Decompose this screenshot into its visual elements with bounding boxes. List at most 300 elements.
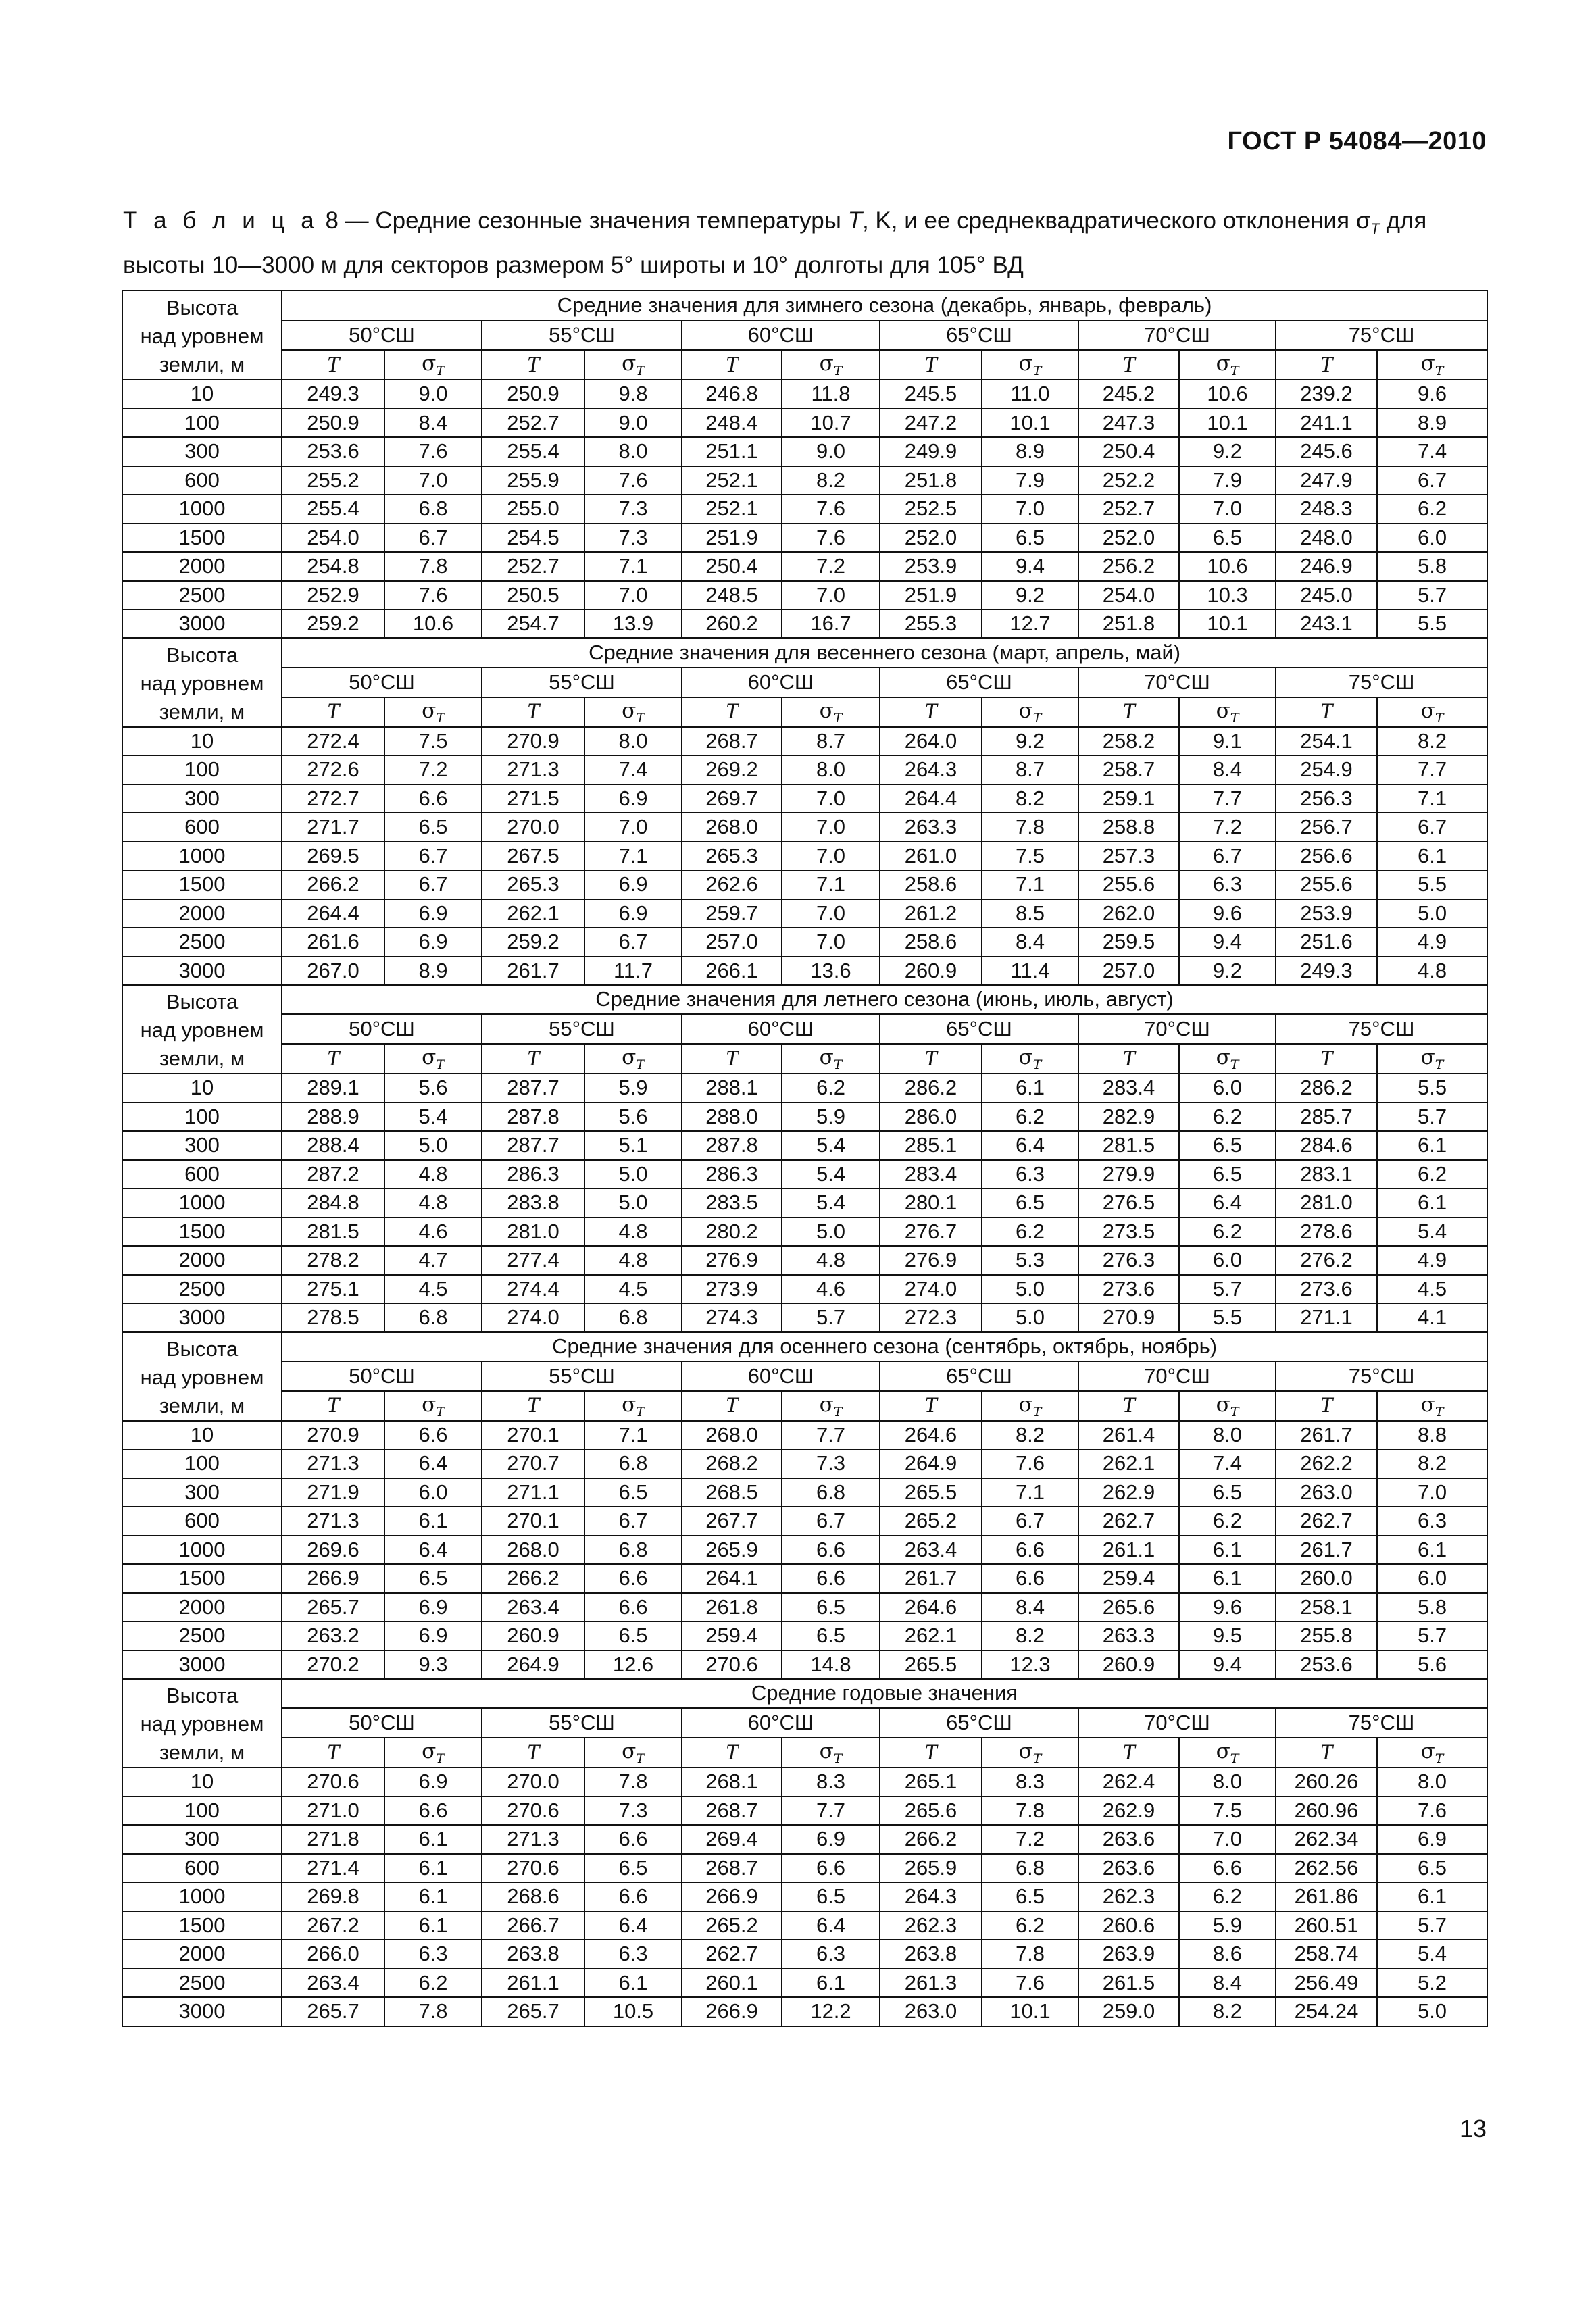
sigma-cell: 6.1	[1377, 1131, 1487, 1160]
sigma-cell: 6.9	[384, 1621, 482, 1651]
sigma-cell: 5.5	[1377, 870, 1487, 899]
temperature-cell: 263.6	[1078, 1854, 1179, 1883]
sigma-column-header	[384, 350, 482, 380]
temperature-cell: 252.0	[880, 524, 982, 553]
temperature-cell: 250.4	[682, 552, 782, 581]
temperature-cell: 252.7	[482, 409, 584, 438]
document-code: ГОСТ Р 54084—2010	[1227, 127, 1487, 155]
sigma-symbol: σ	[1420, 351, 1435, 376]
sigma-cell: 6.1	[782, 1969, 880, 1998]
sigma-cell: 7.3	[782, 1449, 880, 1478]
temperature-cell: 270.6	[682, 1651, 782, 1680]
temperature-cell: 254.7	[482, 609, 584, 638]
sigma-cell: 9.6	[1377, 380, 1487, 409]
latitude-header: 65°СШ	[880, 1361, 1078, 1391]
sigma-cell: 6.7	[384, 524, 482, 553]
temperature-cell: 246.9	[1276, 552, 1377, 581]
temperature-cell: 261.7	[880, 1564, 982, 1593]
sigma-cell: 6.1	[384, 1507, 482, 1536]
sigma-cell: 8.8	[1377, 1421, 1487, 1450]
sigma-cell: 9.6	[1179, 1593, 1276, 1622]
temperature-cell: 263.8	[880, 1940, 982, 1969]
temperature-cell: 271.4	[282, 1854, 384, 1883]
temperature-cell: 252.1	[682, 495, 782, 524]
sigma-cell: 9.4	[1179, 1651, 1276, 1680]
temperature-cell: 264.0	[880, 727, 982, 756]
sigma-cell: 6.7	[782, 1507, 880, 1536]
temperature-cell: 274.0	[880, 1275, 982, 1304]
sigma-cell: 6.5	[1377, 1854, 1487, 1883]
temperature-cell: 264.4	[282, 899, 384, 928]
latitude-header: 60°СШ	[682, 668, 880, 697]
temperature-cell: 255.3	[880, 609, 982, 638]
sigma-cell: 8.2	[1377, 727, 1487, 756]
temperature-cell: 246.8	[682, 380, 782, 409]
table-row	[122, 437, 1487, 466]
sigma-cell: 8.3	[982, 1767, 1078, 1796]
temperature-cell: 284.6	[1276, 1131, 1377, 1160]
latitude-header: 60°СШ	[682, 1361, 880, 1391]
sigma-cell: 8.4	[384, 409, 482, 438]
sigma-symbol: σ	[819, 698, 834, 723]
sigma-cell: 7.1	[1377, 784, 1487, 813]
sigma-cell: 6.4	[584, 1911, 682, 1940]
temperature-cell: 262.3	[880, 1911, 982, 1940]
table-row	[122, 380, 1487, 409]
sigma-cell: 6.3	[782, 1940, 880, 1969]
sigma-symbol: σ	[422, 1045, 437, 1070]
table-row	[122, 1796, 1487, 1826]
height-cell: 300	[122, 437, 282, 466]
sigma-cell: 5.6	[384, 1074, 482, 1103]
height-cell: 10	[122, 380, 282, 409]
sigma-cell: 7.6	[782, 524, 880, 553]
sigma-cell: 4.8	[584, 1217, 682, 1247]
temperature-column-header: T	[482, 1391, 584, 1421]
temperature-cell: 261.7	[1276, 1421, 1377, 1450]
temperature-cell: 265.3	[482, 870, 584, 899]
temperature-cell: 262.6	[682, 870, 782, 899]
temperature-cell: 266.9	[282, 1564, 384, 1593]
sigma-subscript: T	[1032, 1751, 1042, 1766]
height-cell: 1500	[122, 870, 282, 899]
temperature-cell: 261.8	[682, 1593, 782, 1622]
sigma-symbol: σ	[1216, 1392, 1230, 1417]
temperature-cell: 268.0	[482, 1536, 584, 1565]
latitude-header: 55°СШ	[482, 320, 682, 350]
sigma-cell: 6.1	[1179, 1564, 1276, 1593]
sigma-cell: 7.0	[782, 928, 880, 957]
height-column-header	[122, 638, 282, 727]
sigma-cell: 7.6	[782, 495, 880, 524]
sigma-cell: 8.2	[982, 1421, 1078, 1450]
sigma-cell: 13.9	[584, 609, 682, 638]
sigma-cell: 8.0	[782, 755, 880, 784]
temperature-cell: 288.1	[682, 1074, 782, 1103]
temperature-cell: 254.5	[482, 524, 584, 553]
sigma-subscript: T	[1230, 1057, 1239, 1072]
sigma-cell: 6.2	[982, 1103, 1078, 1132]
table-row	[122, 1854, 1487, 1883]
table-row	[122, 727, 1487, 756]
temperature-cell: 274.3	[682, 1303, 782, 1332]
sigma-cell: 11.8	[782, 380, 880, 409]
height-cell: 2500	[122, 928, 282, 957]
caption-text: 8 — Средние сезонные значения температуры	[318, 207, 848, 234]
temperature-column-header: T	[482, 350, 584, 380]
height-cell: 100	[122, 409, 282, 438]
temperature-cell: 271.8	[282, 1825, 384, 1854]
temperature-cell: 286.3	[482, 1160, 584, 1189]
latitude-header: 60°СШ	[682, 1014, 880, 1044]
temperature-cell: 273.6	[1276, 1275, 1377, 1304]
sigma-cell: 6.7	[584, 1507, 682, 1536]
temperature-cell: 276.3	[1078, 1246, 1179, 1275]
height-cell: 3000	[122, 957, 282, 986]
temperature-cell: 263.0	[1276, 1478, 1377, 1507]
sigma-cell: 7.2	[782, 552, 880, 581]
height-cell: 1500	[122, 1217, 282, 1247]
sigma-cell: 7.6	[982, 1969, 1078, 1998]
temperature-cell: 245.2	[1078, 380, 1179, 409]
temperature-cell: 255.4	[282, 495, 384, 524]
temperature-cell: 267.5	[482, 842, 584, 871]
sigma-column-header	[584, 1044, 682, 1074]
temperature-cell: 250.9	[282, 409, 384, 438]
temperature-cell: 259.0	[1078, 1997, 1179, 2026]
sigma-cell: 6.6	[584, 1564, 682, 1593]
sigma-cell: 7.1	[584, 842, 682, 871]
sigma-cell: 8.7	[982, 755, 1078, 784]
temperature-cell: 250.5	[482, 581, 584, 610]
temperature-cell: 255.8	[1276, 1621, 1377, 1651]
sigma-cell: 6.5	[584, 1621, 682, 1651]
season-table	[122, 637, 1488, 986]
sigma-column-header	[584, 1391, 682, 1421]
table-row	[122, 581, 1487, 610]
temperature-cell: 269.7	[682, 784, 782, 813]
sigma-cell: 6.4	[384, 1449, 482, 1478]
temperature-cell: 265.5	[880, 1478, 982, 1507]
temperature-cell: 258.1	[1276, 1593, 1377, 1622]
sigma-cell: 4.5	[1377, 1275, 1487, 1304]
height-cell: 10	[122, 1421, 282, 1450]
temperature-cell: 275.1	[282, 1275, 384, 1304]
sigma-column-header	[982, 1044, 1078, 1074]
temperature-cell: 262.3	[1078, 1882, 1179, 1911]
height-cell: 300	[122, 784, 282, 813]
temperature-cell: 260.6	[1078, 1911, 1179, 1940]
height-cell: 10	[122, 1074, 282, 1103]
table-row	[122, 1536, 1487, 1565]
temperature-cell: 283.8	[482, 1188, 584, 1217]
sigma-cell: 8.2	[782, 466, 880, 495]
sigma-cell: 6.0	[1377, 1564, 1487, 1593]
sigma-cell: 5.5	[1377, 609, 1487, 638]
temperature-cell: 253.9	[880, 552, 982, 581]
sigma-cell: 5.8	[1377, 1593, 1487, 1622]
sigma-symbol: σ	[422, 1739, 437, 1763]
sigma-column-header	[584, 697, 682, 727]
latitude-header: 50°СШ	[282, 1361, 482, 1391]
sigma-cell: 6.9	[584, 784, 682, 813]
temperature-cell: 259.5	[1078, 928, 1179, 957]
temperature-cell: 266.2	[880, 1825, 982, 1854]
latitude-header: 50°СШ	[282, 1014, 482, 1044]
sigma-cell: 9.0	[584, 409, 682, 438]
height-header-line: над уровнем	[140, 1018, 264, 1042]
height-cell: 100	[122, 1796, 282, 1826]
latitude-header: 65°СШ	[880, 1708, 1078, 1738]
temperature-cell: 241.1	[1276, 409, 1377, 438]
table-row	[122, 842, 1487, 871]
sigma-cell: 8.0	[584, 437, 682, 466]
sigma-cell: 9.4	[1179, 928, 1276, 957]
temperature-cell: 281.5	[282, 1217, 384, 1247]
sigma-column-header	[782, 350, 880, 380]
section-title: Средние значения для осеннего сезона (сентябрь, октябрь, ноябрь)	[282, 1332, 1487, 1361]
temperature-cell: 269.6	[282, 1536, 384, 1565]
latitude-header: 65°СШ	[880, 1014, 1078, 1044]
latitude-header: 55°СШ	[482, 1014, 682, 1044]
height-cell: 3000	[122, 1303, 282, 1332]
temperature-cell: 268.7	[682, 727, 782, 756]
temperature-cell: 262.2	[1276, 1449, 1377, 1478]
temperature-column-header: T	[1078, 1391, 1179, 1421]
temperature-cell: 270.7	[482, 1449, 584, 1478]
table-row	[122, 1478, 1487, 1507]
temperature-column-header: T	[1276, 1738, 1377, 1767]
temperature-cell: 270.9	[482, 727, 584, 756]
caption-line-2: высоты 10—3000 м для секторов размером 5° широты и 10° долготы для 105° ВД	[123, 252, 1024, 278]
sigma-cell: 11.7	[584, 957, 682, 986]
temperature-cell: 255.6	[1276, 870, 1377, 899]
temperature-cell: 247.2	[880, 409, 982, 438]
sigma-cell: 7.2	[384, 755, 482, 784]
sigma-subscript: T	[1435, 1404, 1444, 1419]
temperature-column-header: T	[880, 1738, 982, 1767]
sigma-cell: 7.3	[584, 495, 682, 524]
height-cell: 1500	[122, 1564, 282, 1593]
sigma-cell: 6.5	[1179, 524, 1276, 553]
temperature-cell: 267.0	[282, 957, 384, 986]
sigma-cell: 6.5	[584, 1854, 682, 1883]
sigma-cell: 6.1	[384, 1882, 482, 1911]
season-table	[122, 290, 1488, 639]
table-row	[122, 1969, 1487, 1998]
sigma-cell: 6.7	[1179, 842, 1276, 871]
temperature-cell: 265.7	[282, 1593, 384, 1622]
height-header-line: Высота	[166, 643, 239, 667]
temperature-cell: 270.9	[1078, 1303, 1179, 1332]
latitude-header: 75°СШ	[1276, 668, 1487, 697]
sigma-cell: 6.5	[782, 1593, 880, 1622]
sigma-cell: 7.5	[384, 727, 482, 756]
temperature-cell: 278.6	[1276, 1217, 1377, 1247]
sigma-cell: 7.1	[982, 1478, 1078, 1507]
temperature-cell: 283.4	[1078, 1074, 1179, 1103]
sigma-cell: 5.0	[384, 1131, 482, 1160]
sigma-cell: 8.6	[1179, 1940, 1276, 1969]
sigma-column-header	[782, 1044, 880, 1074]
sigma-symbol: σ	[819, 1045, 834, 1070]
sigma-cell: 5.4	[1377, 1217, 1487, 1247]
sigma-cell: 12.3	[982, 1651, 1078, 1680]
table-row	[122, 1911, 1487, 1940]
sigma-cell: 8.2	[982, 784, 1078, 813]
temperature-cell: 265.6	[1078, 1593, 1179, 1622]
temperature-cell: 254.24	[1276, 1997, 1377, 2026]
sigma-cell: 5.4	[782, 1131, 880, 1160]
sigma-cell: 6.1	[1377, 842, 1487, 871]
temperature-cell: 263.0	[880, 1997, 982, 2026]
sigma-cell: 6.6	[982, 1564, 1078, 1593]
height-cell: 600	[122, 813, 282, 842]
temperature-cell: 262.7	[1276, 1507, 1377, 1536]
temperature-cell: 266.0	[282, 1940, 384, 1969]
sigma-cell: 6.6	[782, 1854, 880, 1883]
sigma-column-header	[1377, 1738, 1487, 1767]
sigma-cell: 5.0	[982, 1303, 1078, 1332]
temperature-cell: 286.0	[880, 1103, 982, 1132]
sigma-cell: 6.5	[1179, 1478, 1276, 1507]
sigma-subscript: T	[636, 1057, 645, 1072]
temperature-cell: 261.5	[1078, 1969, 1179, 1998]
sigma-cell: 5.9	[782, 1103, 880, 1132]
temperature-cell: 260.0	[1276, 1564, 1377, 1593]
table-row	[122, 1275, 1487, 1304]
sigma-symbol: σ	[622, 698, 637, 723]
sigma-subscript: T	[1435, 1751, 1444, 1766]
height-header-line: над уровнем	[140, 671, 264, 695]
table-row	[122, 1303, 1487, 1332]
temperature-cell: 262.7	[682, 1940, 782, 1969]
sigma-cell: 7.6	[384, 437, 482, 466]
temperature-cell: 269.5	[282, 842, 384, 871]
table-row	[122, 1246, 1487, 1275]
sigma-cell: 9.8	[584, 380, 682, 409]
sigma-cell: 7.0	[1179, 495, 1276, 524]
temperature-cell: 257.0	[1078, 957, 1179, 986]
sigma-cell: 8.7	[782, 727, 880, 756]
sigma-cell: 5.0	[584, 1188, 682, 1217]
sigma-cell: 4.8	[384, 1188, 482, 1217]
page-number: 13	[1459, 2115, 1487, 2142]
height-cell: 1000	[122, 842, 282, 871]
section-title: Средние значения для зимнего сезона (декабрь, январь, февраль)	[282, 291, 1487, 320]
height-cell: 100	[122, 1449, 282, 1478]
temperature-cell: 251.9	[880, 581, 982, 610]
sigma-cell: 6.7	[384, 870, 482, 899]
table-row	[122, 609, 1487, 638]
sigma-cell: 7.0	[782, 899, 880, 928]
temperature-cell: 262.1	[482, 899, 584, 928]
sigma-cell: 7.0	[982, 495, 1078, 524]
temperature-cell: 260.9	[482, 1621, 584, 1651]
sigma-cell: 5.0	[1377, 1997, 1487, 2026]
sigma-cell: 6.6	[584, 1882, 682, 1911]
table-row	[122, 784, 1487, 813]
height-header-line: земли, м	[159, 353, 245, 376]
temperature-cell: 263.4	[880, 1536, 982, 1565]
temperature-column-header: T	[282, 1391, 384, 1421]
temperature-cell: 254.9	[1276, 755, 1377, 784]
sigma-cell: 4.9	[1377, 1246, 1487, 1275]
sigma-symbol: σ	[1018, 1739, 1033, 1763]
temperature-cell: 261.6	[282, 928, 384, 957]
temperature-cell: 252.0	[1078, 524, 1179, 553]
table-row	[122, 1593, 1487, 1622]
sigma-column-header	[982, 697, 1078, 727]
sigma-cell: 6.5	[782, 1882, 880, 1911]
temperature-cell: 266.9	[682, 1882, 782, 1911]
sigma-cell: 6.0	[384, 1478, 482, 1507]
sigma-cell: 10.6	[1179, 380, 1276, 409]
latitude-header: 70°СШ	[1078, 1014, 1276, 1044]
table-row	[122, 1621, 1487, 1651]
height-cell: 2500	[122, 581, 282, 610]
temperature-cell: 271.7	[282, 813, 384, 842]
sigma-cell: 6.2	[1179, 1217, 1276, 1247]
sigma-cell: 7.0	[384, 466, 482, 495]
temperature-cell: 286.2	[880, 1074, 982, 1103]
table-row	[122, 409, 1487, 438]
sigma-cell: 9.0	[782, 437, 880, 466]
height-cell: 2000	[122, 1940, 282, 1969]
sigma-cell: 7.7	[782, 1796, 880, 1826]
height-column-header	[122, 984, 282, 1074]
sigma-cell: 6.2	[1179, 1103, 1276, 1132]
temperature-cell: 271.0	[282, 1796, 384, 1826]
table-row	[122, 1160, 1487, 1189]
season-table	[122, 1331, 1488, 1680]
height-cell: 300	[122, 1478, 282, 1507]
sigma-cell: 8.0	[1179, 1421, 1276, 1450]
height-cell: 1000	[122, 1188, 282, 1217]
temperature-cell: 258.74	[1276, 1940, 1377, 1969]
temperature-cell: 264.6	[880, 1593, 982, 1622]
temperature-cell: 264.4	[880, 784, 982, 813]
sigma-symbol: σ	[1018, 1045, 1033, 1070]
sigma-subscript: T	[833, 710, 843, 726]
temperature-column-header: T	[282, 350, 384, 380]
temperature-cell: 259.4	[1078, 1564, 1179, 1593]
sigma-cell: 7.1	[584, 1421, 682, 1450]
sigma-column-header	[384, 1044, 482, 1074]
temperature-cell: 266.9	[682, 1997, 782, 2026]
sigma-cell: 7.0	[782, 784, 880, 813]
temperature-cell: 248.5	[682, 581, 782, 610]
sigma-cell: 6.3	[1179, 870, 1276, 899]
sigma-cell: 7.1	[982, 870, 1078, 899]
sigma-symbol: σ	[1420, 698, 1435, 723]
table-row	[122, 813, 1487, 842]
temperature-cell: 268.6	[482, 1882, 584, 1911]
temperature-cell: 271.1	[482, 1478, 584, 1507]
sigma-cell: 6.1	[384, 1825, 482, 1854]
sigma-symbol: σ	[1018, 1392, 1033, 1417]
temperature-cell: 288.4	[282, 1131, 384, 1160]
temperature-cell: 261.3	[880, 1969, 982, 1998]
sigma-cell: 6.2	[1377, 495, 1487, 524]
temperature-cell: 252.7	[1078, 495, 1179, 524]
temperature-cell: 271.9	[282, 1478, 384, 1507]
sigma-cell: 8.9	[1377, 409, 1487, 438]
latitude-header: 75°СШ	[1276, 320, 1487, 350]
temperature-cell: 260.9	[880, 957, 982, 986]
sigma-column-header	[782, 697, 880, 727]
height-cell: 100	[122, 1103, 282, 1132]
